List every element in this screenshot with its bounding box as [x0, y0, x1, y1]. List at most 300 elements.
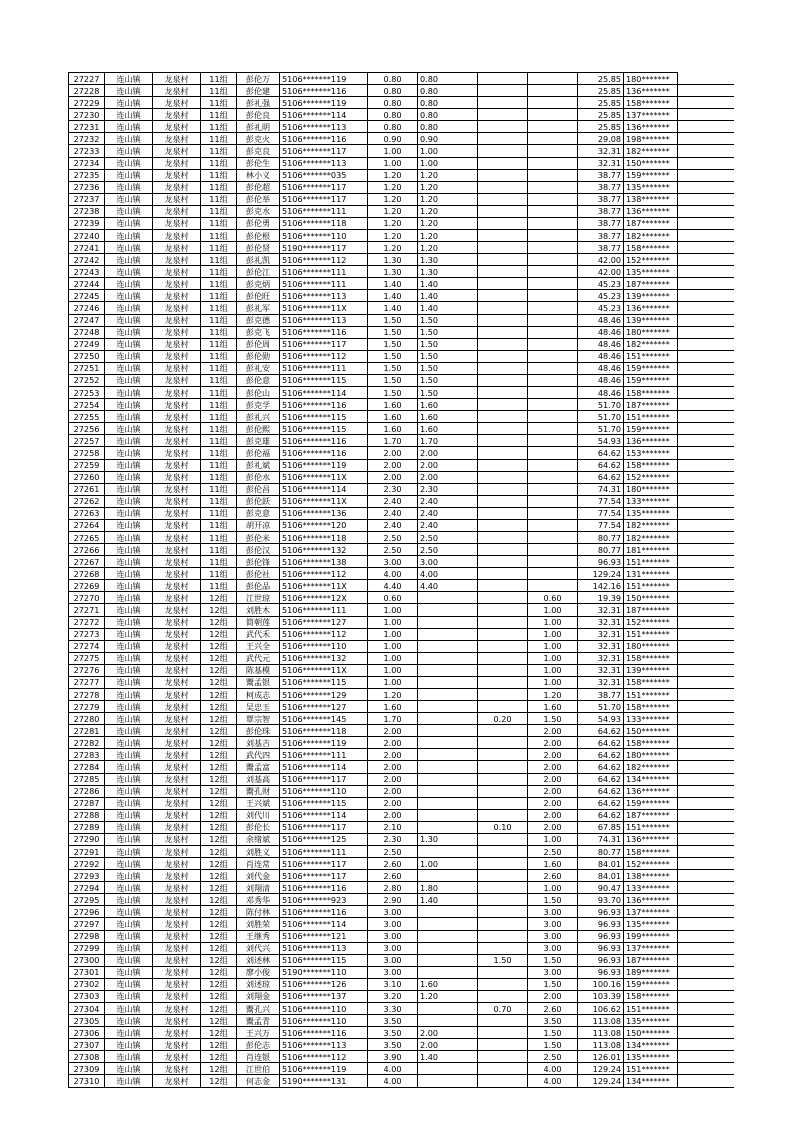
- total-area-cell: 0.80: [368, 121, 418, 133]
- table-row: [69, 157, 734, 169]
- group-cell: 12组: [201, 676, 237, 688]
- table-row: [69, 821, 734, 833]
- village-cell: 龙泉村: [153, 181, 201, 193]
- table-row: [69, 773, 734, 785]
- name-cell: 刘基吉: [237, 737, 280, 749]
- area-3-cell: [528, 507, 578, 519]
- village-cell: 龙泉村: [153, 157, 201, 169]
- name-cell: 彭伦汉: [237, 544, 280, 556]
- empty-cell: [678, 133, 734, 145]
- area-3-cell: [528, 302, 578, 314]
- group-cell: 12组: [201, 701, 237, 713]
- village-cell: 龙泉村: [153, 73, 201, 85]
- phone-cell: 134*******: [624, 773, 678, 785]
- village-cell: 龙泉村: [153, 870, 201, 882]
- area-3-cell: 2.00: [528, 797, 578, 809]
- name-cell: 鬻孔财: [237, 785, 280, 797]
- phone-cell: 189*******: [624, 966, 678, 978]
- group-cell: 12组: [201, 1003, 237, 1015]
- total-area-cell: 1.20: [368, 217, 418, 229]
- table-row: [69, 688, 734, 700]
- phone-cell: 159*******: [624, 362, 678, 374]
- group-cell: 11组: [201, 435, 237, 447]
- area-2-cell: [478, 749, 528, 761]
- row-number-cell: 27266: [69, 544, 105, 556]
- row-number-cell: 27272: [69, 616, 105, 628]
- area-3-cell: 2.00: [528, 821, 578, 833]
- name-cell: 彭伦江: [237, 266, 280, 278]
- area-1-cell: 1.20: [418, 169, 478, 181]
- town-cell: 连山镇: [105, 399, 153, 411]
- amount-cell: 32.31: [578, 652, 624, 664]
- name-cell: 彭克火: [237, 133, 280, 145]
- row-number-cell: 27229: [69, 97, 105, 109]
- village-cell: 龙泉村: [153, 1039, 201, 1051]
- row-number-cell: 27280: [69, 713, 105, 725]
- area-2-cell: [478, 278, 528, 290]
- village-cell: 龙泉村: [153, 749, 201, 761]
- empty-cell: [678, 676, 734, 688]
- row-number-cell: 27271: [69, 604, 105, 616]
- village-cell: 龙泉村: [153, 1027, 201, 1039]
- group-cell: 12组: [201, 616, 237, 628]
- area-2-cell: [478, 217, 528, 229]
- amount-cell: 84.01: [578, 870, 624, 882]
- total-area-cell: 4.00: [368, 1075, 418, 1087]
- empty-cell: [678, 278, 734, 290]
- empty-cell: [678, 435, 734, 447]
- area-2-cell: [478, 725, 528, 737]
- name-cell: 彭伦意: [237, 374, 280, 386]
- area-3-cell: [528, 495, 578, 507]
- total-area-cell: 3.00: [368, 966, 418, 978]
- amount-cell: 100.16: [578, 978, 624, 990]
- area-1-cell: 0.80: [418, 97, 478, 109]
- phone-cell: 136*******: [624, 894, 678, 906]
- town-cell: 连山镇: [105, 435, 153, 447]
- table-row: [69, 350, 734, 362]
- phone-cell: 137*******: [624, 109, 678, 121]
- total-area-cell: 1.50: [368, 374, 418, 386]
- phone-cell: 133*******: [624, 882, 678, 894]
- town-cell: 连山镇: [105, 652, 153, 664]
- id-number-cell: 5106*******118: [280, 531, 368, 543]
- village-cell: 龙泉村: [153, 990, 201, 1002]
- area-3-cell: 1.50: [528, 713, 578, 725]
- area-1-cell: 0.80: [418, 73, 478, 85]
- total-area-cell: 1.00: [368, 628, 418, 640]
- id-number-cell: 5106*******120: [280, 519, 368, 531]
- village-cell: 龙泉村: [153, 483, 201, 495]
- id-number-cell: 5106*******113: [280, 157, 368, 169]
- phone-cell: 150*******: [624, 157, 678, 169]
- row-number-cell: 27278: [69, 688, 105, 700]
- empty-cell: [678, 821, 734, 833]
- town-cell: 连山镇: [105, 85, 153, 97]
- phone-cell: 182*******: [624, 145, 678, 157]
- phone-cell: 158*******: [624, 846, 678, 858]
- id-number-cell: 5106*******114: [280, 483, 368, 495]
- total-area-cell: 1.50: [368, 314, 418, 326]
- amount-cell: 38.77: [578, 169, 624, 181]
- village-cell: 龙泉村: [153, 338, 201, 350]
- row-number-cell: 27282: [69, 737, 105, 749]
- name-cell: 刘述林: [237, 954, 280, 966]
- group-cell: 12组: [201, 1075, 237, 1087]
- total-area-cell: 1.40: [368, 278, 418, 290]
- total-area-cell: 2.50: [368, 544, 418, 556]
- phone-cell: 199*******: [624, 930, 678, 942]
- table-row: [69, 664, 734, 676]
- village-cell: 龙泉村: [153, 701, 201, 713]
- name-cell: 彭克雄: [237, 435, 280, 447]
- amount-cell: 96.93: [578, 930, 624, 942]
- name-cell: 彭伦福: [237, 447, 280, 459]
- row-number-cell: 27244: [69, 278, 105, 290]
- village-cell: 龙泉村: [153, 858, 201, 870]
- area-2-cell: [478, 688, 528, 700]
- phone-cell: 152*******: [624, 471, 678, 483]
- town-cell: 连山镇: [105, 1027, 153, 1039]
- id-number-cell: 5106*******111: [280, 362, 368, 374]
- village-cell: 龙泉村: [153, 568, 201, 580]
- total-area-cell: 3.90: [368, 1051, 418, 1063]
- area-1-cell: [418, 797, 478, 809]
- area-2-cell: [478, 1039, 528, 1051]
- area-2-cell: [478, 483, 528, 495]
- total-area-cell: 0.80: [368, 85, 418, 97]
- town-cell: 连山镇: [105, 713, 153, 725]
- table-row: [69, 266, 734, 278]
- total-area-cell: 2.30: [368, 833, 418, 845]
- table-row: [69, 894, 734, 906]
- area-1-cell: 1.30: [418, 833, 478, 845]
- table-row: [69, 121, 734, 133]
- name-cell: 彭伦品: [237, 580, 280, 592]
- area-1-cell: [418, 652, 478, 664]
- id-number-cell: 5106*******119: [280, 1063, 368, 1075]
- table-row: [69, 193, 734, 205]
- area-2-cell: [478, 338, 528, 350]
- village-cell: 龙泉村: [153, 544, 201, 556]
- village-cell: 龙泉村: [153, 230, 201, 242]
- id-number-cell: 5106*******111: [280, 266, 368, 278]
- table-row: [69, 217, 734, 229]
- village-cell: 龙泉村: [153, 978, 201, 990]
- empty-cell: [678, 326, 734, 338]
- phone-cell: 182*******: [624, 761, 678, 773]
- phone-cell: 159*******: [624, 169, 678, 181]
- town-cell: 连山镇: [105, 785, 153, 797]
- name-cell: 廖小俊: [237, 966, 280, 978]
- name-cell: 彭伦建: [237, 85, 280, 97]
- town-cell: 连山镇: [105, 761, 153, 773]
- table-row: [69, 314, 734, 326]
- id-number-cell: 5106*******116: [280, 906, 368, 918]
- amount-cell: 38.77: [578, 205, 624, 217]
- row-number-cell: 27296: [69, 906, 105, 918]
- phone-cell: 159*******: [624, 797, 678, 809]
- town-cell: 连山镇: [105, 954, 153, 966]
- empty-cell: [678, 411, 734, 423]
- name-cell: 邓秀华: [237, 894, 280, 906]
- village-cell: 龙泉村: [153, 640, 201, 652]
- group-cell: 11组: [201, 568, 237, 580]
- area-3-cell: [528, 169, 578, 181]
- area-2-cell: [478, 592, 528, 604]
- id-number-cell: 5106*******116: [280, 447, 368, 459]
- group-cell: 11组: [201, 169, 237, 181]
- area-3-cell: [528, 254, 578, 266]
- area-3-cell: [528, 121, 578, 133]
- group-cell: 12组: [201, 773, 237, 785]
- phone-cell: 187*******: [624, 954, 678, 966]
- area-1-cell: 2.30: [418, 483, 478, 495]
- name-cell: 王兴斌: [237, 797, 280, 809]
- town-cell: 连山镇: [105, 894, 153, 906]
- total-area-cell: 1.60: [368, 399, 418, 411]
- total-area-cell: 0.80: [368, 97, 418, 109]
- area-1-cell: [418, 749, 478, 761]
- area-2-cell: [478, 266, 528, 278]
- name-cell: 刘胜荣: [237, 918, 280, 930]
- group-cell: 11组: [201, 411, 237, 423]
- group-cell: 12组: [201, 942, 237, 954]
- empty-cell: [678, 230, 734, 242]
- village-cell: 龙泉村: [153, 145, 201, 157]
- area-3-cell: [528, 290, 578, 302]
- row-number-cell: 27267: [69, 556, 105, 568]
- table-row: [69, 1003, 734, 1015]
- name-cell: 彭伦贤: [237, 242, 280, 254]
- table-row: [69, 713, 734, 725]
- total-area-cell: 2.60: [368, 870, 418, 882]
- amount-cell: 38.77: [578, 217, 624, 229]
- area-3-cell: 3.00: [528, 918, 578, 930]
- village-cell: 龙泉村: [153, 399, 201, 411]
- name-cell: 彭伦周: [237, 338, 280, 350]
- area-1-cell: 0.80: [418, 121, 478, 133]
- row-number-cell: 27255: [69, 411, 105, 423]
- area-3-cell: [528, 387, 578, 399]
- id-number-cell: 5106*******119: [280, 97, 368, 109]
- total-area-cell: 3.50: [368, 1027, 418, 1039]
- area-3-cell: [528, 157, 578, 169]
- row-number-cell: 27247: [69, 314, 105, 326]
- id-number-cell: 5106*******129: [280, 688, 368, 700]
- name-cell: 刘代川: [237, 809, 280, 821]
- empty-cell: [678, 918, 734, 930]
- id-number-cell: 5106*******116: [280, 399, 368, 411]
- phone-cell: 180*******: [624, 483, 678, 495]
- name-cell: 彭礼安: [237, 362, 280, 374]
- amount-cell: 113.08: [578, 1027, 624, 1039]
- name-cell: 彭伦良: [237, 109, 280, 121]
- name-cell: 彭克意: [237, 507, 280, 519]
- group-cell: 11组: [201, 495, 237, 507]
- id-number-cell: 5190*******110: [280, 966, 368, 978]
- area-2-cell: [478, 616, 528, 628]
- town-cell: 连山镇: [105, 568, 153, 580]
- total-area-cell: 3.00: [368, 918, 418, 930]
- area-2-cell: [478, 387, 528, 399]
- town-cell: 连山镇: [105, 254, 153, 266]
- village-cell: 龙泉村: [153, 205, 201, 217]
- table-row: [69, 628, 734, 640]
- name-cell: 彭伦社: [237, 568, 280, 580]
- amount-cell: 77.54: [578, 507, 624, 519]
- group-cell: 11组: [201, 338, 237, 350]
- area-3-cell: 3.00: [528, 942, 578, 954]
- area-2-cell: [478, 809, 528, 821]
- table-row: [69, 495, 734, 507]
- town-cell: 连山镇: [105, 616, 153, 628]
- group-cell: 11组: [201, 205, 237, 217]
- village-cell: 龙泉村: [153, 809, 201, 821]
- row-number-cell: 27276: [69, 664, 105, 676]
- empty-cell: [678, 990, 734, 1002]
- id-number-cell: 5106*******117: [280, 870, 368, 882]
- name-cell: 余绪斌: [237, 833, 280, 845]
- amount-cell: 45.23: [578, 302, 624, 314]
- area-3-cell: 2.50: [528, 846, 578, 858]
- amount-cell: 96.93: [578, 966, 624, 978]
- group-cell: 12组: [201, 592, 237, 604]
- group-cell: 12组: [201, 725, 237, 737]
- phone-cell: 136*******: [624, 435, 678, 447]
- town-cell: 连山镇: [105, 302, 153, 314]
- area-3-cell: 1.00: [528, 882, 578, 894]
- phone-cell: 138*******: [624, 870, 678, 882]
- name-cell: 彭伦旺: [237, 290, 280, 302]
- village-cell: 龙泉村: [153, 362, 201, 374]
- id-number-cell: 5106*******138: [280, 556, 368, 568]
- group-cell: 12组: [201, 785, 237, 797]
- village-cell: 龙泉村: [153, 797, 201, 809]
- id-number-cell: 5190*******117: [280, 242, 368, 254]
- total-area-cell: 1.00: [368, 604, 418, 616]
- area-1-cell: [418, 966, 478, 978]
- id-number-cell: 5106*******110: [280, 640, 368, 652]
- row-number-cell: 27270: [69, 592, 105, 604]
- group-cell: 11组: [201, 459, 237, 471]
- area-1-cell: 2.00: [418, 447, 478, 459]
- table-row: [69, 205, 734, 217]
- area-2-cell: [478, 290, 528, 302]
- row-number-cell: 27268: [69, 568, 105, 580]
- town-cell: 连山镇: [105, 737, 153, 749]
- group-cell: 12组: [201, 894, 237, 906]
- id-number-cell: 5106*******116: [280, 435, 368, 447]
- area-1-cell: 1.50: [418, 338, 478, 350]
- group-cell: 12组: [201, 966, 237, 978]
- village-cell: 龙泉村: [153, 459, 201, 471]
- town-cell: 连山镇: [105, 725, 153, 737]
- id-number-cell: 5106*******110: [280, 1003, 368, 1015]
- area-3-cell: 2.00: [528, 809, 578, 821]
- group-cell: 12组: [201, 833, 237, 845]
- row-number-cell: 27291: [69, 846, 105, 858]
- area-1-cell: [418, 846, 478, 858]
- total-area-cell: 1.50: [368, 326, 418, 338]
- phone-cell: 151*******: [624, 350, 678, 362]
- phone-cell: 135*******: [624, 181, 678, 193]
- empty-cell: [678, 604, 734, 616]
- empty-cell: [678, 423, 734, 435]
- amount-cell: 51.70: [578, 399, 624, 411]
- id-number-cell: 5106*******113: [280, 121, 368, 133]
- table-row: [69, 302, 734, 314]
- id-number-cell: 5106*******117: [280, 193, 368, 205]
- group-cell: 11组: [201, 85, 237, 97]
- area-3-cell: [528, 326, 578, 338]
- area-1-cell: 1.20: [418, 217, 478, 229]
- amount-cell: 64.62: [578, 459, 624, 471]
- town-cell: 连山镇: [105, 1051, 153, 1063]
- total-area-cell: 3.00: [368, 556, 418, 568]
- area-1-cell: 4.40: [418, 580, 478, 592]
- row-number-cell: 27263: [69, 507, 105, 519]
- id-number-cell: 5106*******118: [280, 725, 368, 737]
- town-cell: 连山镇: [105, 966, 153, 978]
- area-3-cell: 2.00: [528, 785, 578, 797]
- area-3-cell: 1.00: [528, 652, 578, 664]
- group-cell: 11组: [201, 531, 237, 543]
- amount-cell: 103.39: [578, 990, 624, 1002]
- id-number-cell: 5106*******119: [280, 737, 368, 749]
- empty-cell: [678, 399, 734, 411]
- empty-cell: [678, 495, 734, 507]
- town-cell: 连山镇: [105, 580, 153, 592]
- id-number-cell: 5106*******11X: [280, 580, 368, 592]
- phone-cell: 151*******: [624, 1003, 678, 1015]
- group-cell: 12组: [201, 821, 237, 833]
- group-cell: 12组: [201, 737, 237, 749]
- area-3-cell: [528, 145, 578, 157]
- row-number-cell: 27232: [69, 133, 105, 145]
- amount-cell: 80.77: [578, 544, 624, 556]
- group-cell: 12组: [201, 1015, 237, 1027]
- area-3-cell: [528, 109, 578, 121]
- amount-cell: 54.93: [578, 435, 624, 447]
- area-1-cell: [418, 1003, 478, 1015]
- area-3-cell: 1.50: [528, 894, 578, 906]
- empty-cell: [678, 785, 734, 797]
- name-cell: 彭伦锋: [237, 556, 280, 568]
- amount-cell: 93.70: [578, 894, 624, 906]
- group-cell: 12组: [201, 713, 237, 725]
- phone-cell: 152*******: [624, 858, 678, 870]
- group-cell: 12组: [201, 652, 237, 664]
- id-number-cell: 5106*******112: [280, 350, 368, 362]
- area-3-cell: [528, 423, 578, 435]
- area-3-cell: 3.50: [528, 1015, 578, 1027]
- name-cell: 江世琼: [237, 592, 280, 604]
- area-3-cell: [528, 471, 578, 483]
- area-3-cell: [528, 350, 578, 362]
- empty-cell: [678, 544, 734, 556]
- area-1-cell: 1.20: [418, 230, 478, 242]
- row-number-cell: 27245: [69, 290, 105, 302]
- area-2-cell: [478, 374, 528, 386]
- table-row: [69, 604, 734, 616]
- id-number-cell: 5106*******115: [280, 954, 368, 966]
- table-row: [69, 411, 734, 423]
- town-cell: 连山镇: [105, 628, 153, 640]
- id-number-cell: 5106*******112: [280, 628, 368, 640]
- table-row: [69, 97, 734, 109]
- name-cell: 彭克炳: [237, 278, 280, 290]
